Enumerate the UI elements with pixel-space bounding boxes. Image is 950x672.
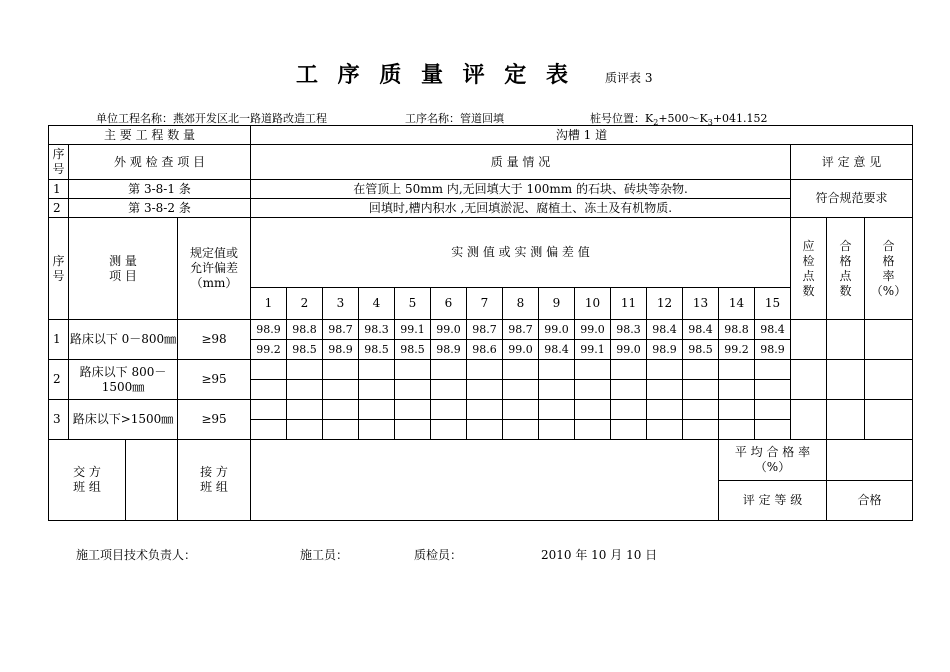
measured-value: 98.5 [287, 340, 323, 360]
measured-value [251, 400, 287, 420]
measured-value: 98.4 [683, 320, 719, 340]
measured-value [395, 400, 431, 420]
measured-value [431, 400, 467, 420]
pass-rate-header: 合 格 率 （%） [865, 218, 913, 320]
measured-value [647, 360, 683, 380]
measured-value [287, 380, 323, 400]
measure-row-no: 2 [49, 360, 69, 400]
measured-value: 98.4 [539, 340, 575, 360]
measured-value: 98.9 [251, 320, 287, 340]
measured-value [467, 400, 503, 420]
measured-value [719, 380, 755, 400]
main-quantity-label: 主 要 工 程 数 量 [49, 126, 251, 145]
measure-row-spec: ≥98 [178, 320, 251, 360]
measured-value: 98.9 [755, 340, 791, 360]
measured-value: 98.4 [755, 320, 791, 340]
measured-value: 98.9 [647, 340, 683, 360]
points-checked-header: 应 检 点 数 [791, 218, 827, 320]
measured-value [575, 420, 611, 440]
measured-value [755, 380, 791, 400]
appearance-row-no: 2 [49, 199, 69, 218]
points-passed-cell [827, 360, 865, 400]
measured-value [755, 420, 791, 440]
stake-sub-1: 2 [653, 118, 659, 128]
quality-status-header: 质 量 情 况 [251, 145, 791, 180]
stake-mid: +500～K [658, 112, 708, 125]
appearance-opinion: 符合规范要求 [791, 180, 913, 218]
measured-value [431, 380, 467, 400]
measured-value [539, 420, 575, 440]
column-number: 12 [647, 288, 683, 320]
measured-value: 98.9 [323, 340, 359, 360]
measured-value: 98.8 [287, 320, 323, 340]
constructor-label: 施工员： [300, 548, 349, 562]
column-number: 7 [467, 288, 503, 320]
appearance-row-item: 第 3-8-2 条 [69, 199, 251, 218]
measured-value: 98.9 [431, 340, 467, 360]
measured-value [611, 400, 647, 420]
column-number: 13 [683, 288, 719, 320]
grade-label: 评 定 等 级 [719, 481, 827, 521]
measured-value [467, 420, 503, 440]
measure-item-header: 测 量 项 目 [69, 218, 178, 320]
appearance-row-status: 在管顶上 50mm 内,无回填大于 100mm 的石块、砖块等杂物. [251, 180, 791, 199]
evaluation-opinion-header: 评 定 意 见 [791, 145, 913, 180]
measure-row-item: 路床以下 0－800㎜ [69, 320, 178, 360]
measured-value: 98.6 [467, 340, 503, 360]
measured-value [575, 400, 611, 420]
measured-value [503, 400, 539, 420]
pass-rate-cell [865, 400, 913, 440]
measured-value [287, 360, 323, 380]
measured-value: 98.8 [719, 320, 755, 340]
measured-value: 99.0 [503, 340, 539, 360]
measure-spec-header: 规定值或 允许偏差 （mm） [178, 218, 251, 320]
measured-value [575, 360, 611, 380]
measured-value [395, 420, 431, 440]
points-passed-header: 合 格 点 数 [827, 218, 865, 320]
measured-value [575, 380, 611, 400]
measure-seq-header: 序号 [49, 218, 69, 320]
stake-prefix: 桩号位置：K [590, 112, 654, 125]
column-number: 8 [503, 288, 539, 320]
measured-value [395, 380, 431, 400]
appearance-item-header: 外 观 检 查 项 目 [69, 145, 251, 180]
measured-value: 98.7 [503, 320, 539, 340]
measured-value [539, 400, 575, 420]
column-number: 10 [575, 288, 611, 320]
measured-value [359, 420, 395, 440]
column-number: 4 [359, 288, 395, 320]
points-checked-cell [791, 320, 827, 360]
measured-value [647, 380, 683, 400]
measured-value [683, 420, 719, 440]
column-number: 14 [719, 288, 755, 320]
points-checked-cell [791, 400, 827, 440]
process-name: 工序名称：管道回填 [405, 112, 504, 125]
measured-value [503, 420, 539, 440]
measured-value [503, 380, 539, 400]
measured-value [539, 360, 575, 380]
measured-value [431, 420, 467, 440]
measured-value [395, 360, 431, 380]
measured-value: 98.5 [359, 340, 395, 360]
tech-lead-label: 施工项目技术负责人： [76, 548, 197, 562]
column-number: 1 [251, 288, 287, 320]
measured-value [503, 360, 539, 380]
measured-value: 99.1 [395, 320, 431, 340]
measured-value: 98.7 [323, 320, 359, 340]
measured-value [359, 400, 395, 420]
pass-rate-cell [865, 360, 913, 400]
points-passed-cell [827, 400, 865, 440]
form-number: 质评表 3 [605, 71, 653, 85]
column-number: 15 [755, 288, 791, 320]
measured-value [287, 420, 323, 440]
column-number: 6 [431, 288, 467, 320]
measured-value [647, 420, 683, 440]
grade-value: 合格 [827, 481, 913, 521]
measured-value: 99.2 [251, 340, 287, 360]
measured-value [683, 380, 719, 400]
main-quantity-value: 沟槽 1 道 [251, 126, 913, 145]
measured-value [719, 420, 755, 440]
measured-value [755, 400, 791, 420]
measured-value: 98.3 [359, 320, 395, 340]
measured-value [611, 360, 647, 380]
measured-value [719, 360, 755, 380]
measure-row-no: 3 [49, 400, 69, 440]
measured-value: 98.7 [467, 320, 503, 340]
handover-team-value [126, 440, 178, 521]
appearance-row-item: 第 3-8-1 条 [69, 180, 251, 199]
stake-sub-2: 3 [707, 118, 713, 128]
measure-row-spec: ≥95 [178, 360, 251, 400]
measured-value: 99.1 [575, 340, 611, 360]
measured-value [359, 360, 395, 380]
avg-pass-rate-label: 平 均 合 格 率 （%） [719, 440, 827, 481]
measured-value [539, 380, 575, 400]
unit-project-name: 单位工程名称：燕郊开发区北一路道路改造工程 [96, 112, 327, 125]
points-passed-cell [827, 320, 865, 360]
measured-value: 99.2 [719, 340, 755, 360]
handover-team-label: 交 方 班 组 [49, 440, 126, 521]
measured-value: 98.3 [611, 320, 647, 340]
column-number: 3 [323, 288, 359, 320]
measured-value: 99.0 [611, 340, 647, 360]
measured-value [719, 400, 755, 420]
quality-evaluation-table [48, 125, 913, 521]
inspector-label: 质检员： [414, 548, 463, 562]
column-number: 11 [611, 288, 647, 320]
avg-pass-rate-value [827, 440, 913, 481]
measured-value [359, 380, 395, 400]
measured-value: 99.0 [575, 320, 611, 340]
measured-value [683, 360, 719, 380]
measure-row-item: 路床以下>1500㎜ [69, 400, 178, 440]
measured-value [251, 360, 287, 380]
measured-value: 98.5 [683, 340, 719, 360]
stake-suffix: +041.152 [712, 112, 768, 125]
pass-rate-cell [865, 320, 913, 360]
measured-value [647, 400, 683, 420]
column-number: 2 [287, 288, 323, 320]
measured-value: 98.5 [395, 340, 431, 360]
measured-value: 99.0 [539, 320, 575, 340]
page-title: 工 序 质 量 评 定 表 [296, 62, 574, 88]
measured-value [251, 380, 287, 400]
measure-row-no: 1 [49, 320, 69, 360]
receiver-team-label: 接 方 班 组 [178, 440, 251, 521]
measured-value [323, 360, 359, 380]
measured-value: 99.0 [431, 320, 467, 340]
measured-value [683, 400, 719, 420]
points-checked-cell [791, 360, 827, 400]
measured-value [251, 420, 287, 440]
measured-value [611, 380, 647, 400]
measure-row-item: 路床以下 800－1500㎜ [69, 360, 178, 400]
measured-value [323, 420, 359, 440]
date: 2010 年 10 月 10 日 [541, 548, 658, 562]
measured-value [323, 400, 359, 420]
measured-value [323, 380, 359, 400]
measured-value [287, 400, 323, 420]
measure-row-spec: ≥95 [178, 400, 251, 440]
measured-value [755, 360, 791, 380]
measured-value: 98.4 [647, 320, 683, 340]
appearance-row-status: 回填时,槽内积水 ,无回填淤泥、腐植土、冻土及有机物质. [251, 199, 791, 218]
measured-value [467, 360, 503, 380]
measured-value [467, 380, 503, 400]
bottom-blank [251, 440, 719, 521]
measured-value [431, 360, 467, 380]
column-number: 5 [395, 288, 431, 320]
measured-values-header: 实 测 值 或 实 测 偏 差 值 [251, 218, 791, 288]
seq-header: 序号 [49, 145, 69, 180]
appearance-row-no: 1 [49, 180, 69, 199]
column-number: 9 [539, 288, 575, 320]
measured-value [611, 420, 647, 440]
